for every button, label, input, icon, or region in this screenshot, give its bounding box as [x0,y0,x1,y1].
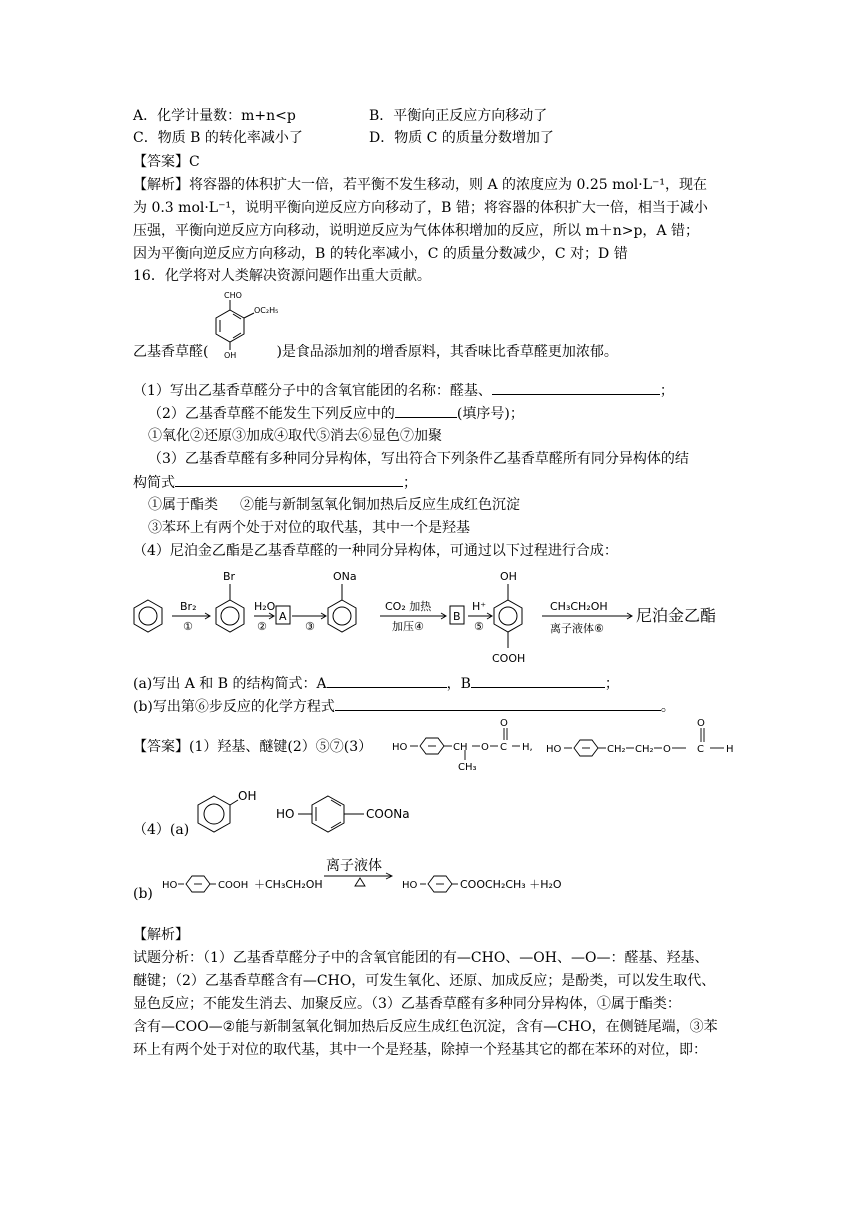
o-label: O [481,742,489,753]
synthesis-scheme [130,564,740,668]
intro-post: )是食品添加剂的增香原料，其香味比香草醛更加浓郁。 [276,344,618,360]
o-label: O [500,718,508,729]
h-label: H [726,744,734,755]
answerb-equation [158,850,598,900]
ch-label: CH [453,742,468,753]
answer-blank[interactable] [335,696,661,711]
condition-1-text: ①属于酯类 [148,497,218,513]
h-label: H, [522,742,533,753]
oc2h5-label: OC₂H₅ [254,306,279,315]
q16-analysis-line: 醚键；（2）乙基香草醛含有—CHO，可发生氧化、还原、加成反应；是酚类，可以发生取代、 [133,973,716,989]
part1-end: ； [659,383,674,399]
answerb-label: (b) [133,886,153,902]
q16-part4a [133,673,619,694]
option-a: A．化学计量数：m+n<p [133,108,296,124]
part4a-end: ； [604,676,619,692]
ho-label: HO [392,742,408,753]
ho-label: HO [276,807,295,821]
oh-label: OH [238,789,257,803]
answer4a-label: （4）(a) [133,822,190,838]
condition-1 [148,495,520,515]
q16-analysis-line: 显色反应；不能发生消去、加聚反应。（3）乙基香草醛有多种同分异构体，①属于酯类： [133,996,681,1012]
option-d: D．物质 C 的质量分数增加了 [369,130,554,146]
ionic-liquid-label: 离子液体 [326,858,382,874]
ho-label: HO [402,880,418,891]
ch2-label: CH₂ [607,744,626,755]
answer-head: 【答案】 [133,739,189,755]
c-label: C [500,742,507,753]
br-label: Br [223,570,236,583]
ionic-liquid-step: 离子液体⑥ [550,622,604,635]
c-label: C [697,744,704,755]
part4b-end: 。 [660,699,675,715]
ethanol-label: ＋CH₃CH₂OH [254,878,323,891]
coona-label: COONa [366,807,410,821]
compound-b: B [453,610,461,623]
q16-part2-options: ①氧化②还原③加成④取代⑤消去⑥显色⑦加聚 [148,428,442,444]
step-2: ② [257,620,267,633]
ch3-label: CH₃ [458,762,477,773]
ona-label: ONa [333,570,357,583]
product-label: 尼泊金乙酯 [636,606,717,625]
ethanol-reagent: CH₃CH₂OH [550,600,608,613]
br2-reagent: Br₂ [180,600,197,613]
q15-analysis-line: 因为平衡向逆反应方向移动，B 的转化率减小，C 的质量分数减少，C 对；D 错 [133,246,628,262]
product-label: COOCH₂CH₃ ＋H₂O [460,878,562,891]
part4b-text: (b)写出第⑥步反应的化学方程式 [133,699,335,715]
part4a-b: ，B [446,676,471,692]
q16-part1 [133,380,674,401]
part3-end: ； [403,475,417,491]
co2-reagent: CO₂ 加热 [385,600,432,613]
intro-pre: 乙基香草醛( [133,344,209,360]
part3-text: 构简式 [133,475,175,491]
option-b: B．平衡向正反应方向移动了 [369,108,548,124]
ho-label: HO [162,880,178,891]
answer-blank[interactable] [395,403,457,418]
q16-part3-line1: （3）乙基香草醛有多种同分异构体，写出符合下列条件乙基香草醛所有同分异构体的结 [148,451,689,467]
part2-text: （2）乙基香草醛不能发生下列反应中的 [148,406,395,422]
q16-title: 16．化学将对人类解决资源问题作出重大贡献。 [133,268,431,284]
ch2-label: CH₂ [635,744,654,755]
answer-blank[interactable] [327,673,447,688]
ho-label: HO [546,744,562,755]
answer-part1: (1）羟基、醚键 [189,739,288,755]
compound-a: A [279,610,287,623]
part1-text: （1）写出乙基香草醛分子中的含氧官能团的名称：醛基、 [133,383,492,399]
h2o-reagent: H₂O [254,600,276,613]
pressure-step: 加压④ [392,620,424,633]
step-3: ③ [305,620,315,633]
q15-answer: 【答案】C [133,154,200,170]
oh-label: OH [500,570,517,583]
q15-analysis-line: 【解析】将容器的体积扩大一倍，若平衡不发生移动，则 A 的浓度应为 0.25 mol·L⁻¹，现在 [133,177,708,193]
q16-intro [133,342,618,362]
q16-analysis-line: 含有—COO—②能与新制氢氧化铜加热后反应生成红色沉淀，含有—CHO，在侧链尾端，③苯 [133,1019,718,1035]
q16-part4: （4）尼泊金乙酯是乙基香草醛的一种同分异构体，可通过以下过程进行合成： [133,543,618,559]
cooh-label: COOH [492,652,526,665]
o-label: O [697,718,705,729]
o-label: O [663,744,671,755]
answer-blank[interactable] [492,380,660,395]
answer-part2: (2）⑤⑦ [287,739,344,755]
condition-2-text: ②能与新制氢氧化铜加热后反应生成红色沉淀 [240,497,520,513]
q15-analysis-line: 压强，平衡向逆反应方向移动，说明逆反应为气体体积增加的反应，所以 m＋n>p，A 错； [133,223,699,239]
condition-3: ③苯环上有两个处于对位的取代基，其中一个是羟基 [148,520,470,536]
step-5: ⑤ [474,620,484,633]
oh-label: OH [224,351,237,360]
step-1: ① [183,620,193,633]
q16-answer [133,737,372,757]
q16-analysis-line: 环上有两个处于对位的取代基，其中一个是羟基，除掉一个羟基其它的都在苯环的对位，即： [133,1042,707,1058]
option-c: C．物质 B 的转化率减小了 [133,130,303,146]
q16-part2 [148,403,524,424]
answer-blank[interactable] [471,673,605,688]
answer-part3: (3） [343,739,373,755]
q16-analysis-line: 试题分析：（1）乙基香草醛分子中的含氧官能团的有—CHO、—OH、—O—：醛基、羟基、 [133,950,709,966]
q16-part3-line2 [133,472,417,493]
cooh-label: COOH [218,880,249,891]
q15-analysis-line: 为 0.3 mol·L⁻¹，说明平衡向逆反应方向移动了，B 错；将容器的体积扩大一倍，相当于减小 [133,200,708,216]
q16-part4b [133,696,675,717]
answer4a-structures [188,780,438,850]
part2-end: (填序号)； [456,406,524,422]
answer-blank[interactable] [175,472,403,487]
h-plus: H⁺ [472,600,487,613]
answer3-structures [386,716,746,774]
part4a-text: (a)写出 A 和 B 的结构简式：A [133,676,327,692]
cho-label: CHO [224,291,242,300]
q16-analysis-head: 【解析】 [133,927,189,943]
